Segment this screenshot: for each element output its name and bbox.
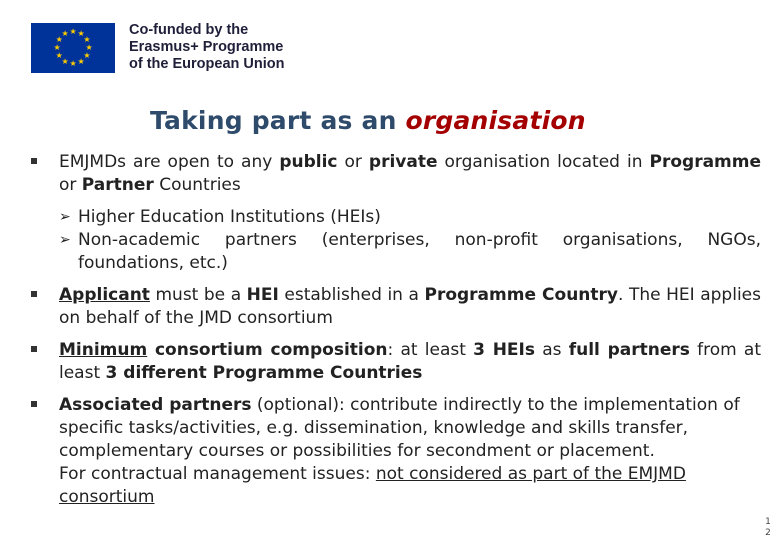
bullet-associated-partners bbox=[31, 394, 761, 509]
text-bold: HEI bbox=[246, 285, 279, 305]
text-bold: Associated partners bbox=[59, 395, 252, 415]
page-number-digit: 1 bbox=[765, 517, 771, 527]
bullet-applicant bbox=[31, 284, 761, 330]
text-bold: 3 HEIs bbox=[473, 340, 535, 360]
page-number-digit: 2 bbox=[765, 528, 771, 538]
text: as bbox=[534, 340, 569, 360]
flag-star-icon: ★ bbox=[61, 29, 69, 39]
arrow-bullet-icon: ➢ bbox=[59, 209, 71, 225]
flag-star-icon: ★ bbox=[53, 43, 61, 52]
flag-star-icon: ★ bbox=[55, 51, 63, 60]
logo-line-3: of the European Union bbox=[129, 56, 285, 72]
flag-star-icon: ★ bbox=[83, 35, 91, 44]
eu-logo bbox=[31, 22, 284, 73]
text-bold: full partners bbox=[568, 340, 690, 360]
text-bold: Programme Country bbox=[424, 285, 619, 305]
text: must be a bbox=[149, 285, 247, 305]
text: Non-academic partners (enterprises, non-profit organisations, NGOs, foundations, etc.) bbox=[78, 230, 761, 273]
flag-star-icon: ★ bbox=[69, 59, 77, 68]
flag-star-icon: ★ bbox=[85, 43, 93, 52]
text: . The HEI applies on behalf of the JMD consortium bbox=[59, 285, 761, 328]
text: from at least bbox=[59, 340, 762, 383]
text: EMJMDs are open to any bbox=[59, 152, 280, 172]
sub-bullet-heis bbox=[31, 206, 761, 229]
arrow-bullet-icon: ➢ bbox=[59, 232, 71, 248]
flag-star-icon: ★ bbox=[83, 51, 91, 60]
logo-line-2: Erasmus+ Programme bbox=[129, 39, 284, 55]
flag-star-icon: ★ bbox=[61, 56, 69, 66]
slide-content bbox=[31, 151, 761, 509]
bullet-eligibility bbox=[31, 151, 761, 197]
eu-flag-icon bbox=[31, 23, 115, 73]
page-number bbox=[764, 517, 772, 539]
logo-line-1: Co-funded by the bbox=[129, 22, 249, 38]
text-bold-underline: Minimum bbox=[59, 340, 148, 360]
flag-star-icon: ★ bbox=[77, 29, 85, 39]
text: Countries bbox=[153, 175, 241, 195]
text-bold: Programme bbox=[649, 152, 762, 172]
square-bullet-icon bbox=[31, 291, 37, 297]
text: (optional): contribute indirectly to the implementation of specific tasks/activities, e.g. dissemination, knowledge and skills transfer, complementary courses or possibilities for secondment or placement. bbox=[59, 395, 740, 461]
text-underline: not considered as part of the EMJMD consortium bbox=[59, 464, 686, 507]
text-bold: public bbox=[279, 152, 338, 172]
text: Higher Education Institutions (HEIs) bbox=[78, 207, 381, 227]
text-bold-underline: Applicant bbox=[59, 285, 150, 305]
text: For contractual management issues: bbox=[59, 464, 376, 484]
bullet-consortium bbox=[31, 339, 761, 385]
flag-star-icon: ★ bbox=[77, 56, 85, 66]
text: : at least bbox=[387, 340, 474, 360]
logo-text bbox=[129, 22, 284, 73]
text-bold: Partner bbox=[81, 175, 154, 195]
flag-star-icon: ★ bbox=[69, 27, 77, 36]
flag-star-icon: ★ bbox=[55, 35, 63, 44]
slide-title bbox=[150, 106, 586, 135]
square-bullet-icon bbox=[31, 346, 37, 352]
text: established in a bbox=[278, 285, 425, 305]
text-bold: 3 different Programme Countries bbox=[105, 363, 423, 383]
square-bullet-icon bbox=[31, 158, 37, 164]
sub-bullet-non-academic bbox=[31, 229, 761, 275]
text: or bbox=[59, 175, 82, 195]
text-bold: private bbox=[368, 152, 438, 172]
square-bullet-icon bbox=[31, 401, 37, 407]
text: or bbox=[337, 152, 369, 172]
title-part-1: Taking part as an bbox=[150, 106, 406, 135]
text-bold: consortium composition bbox=[147, 340, 388, 360]
text: organisation located in bbox=[437, 152, 650, 172]
title-part-2: organisation bbox=[405, 106, 586, 135]
